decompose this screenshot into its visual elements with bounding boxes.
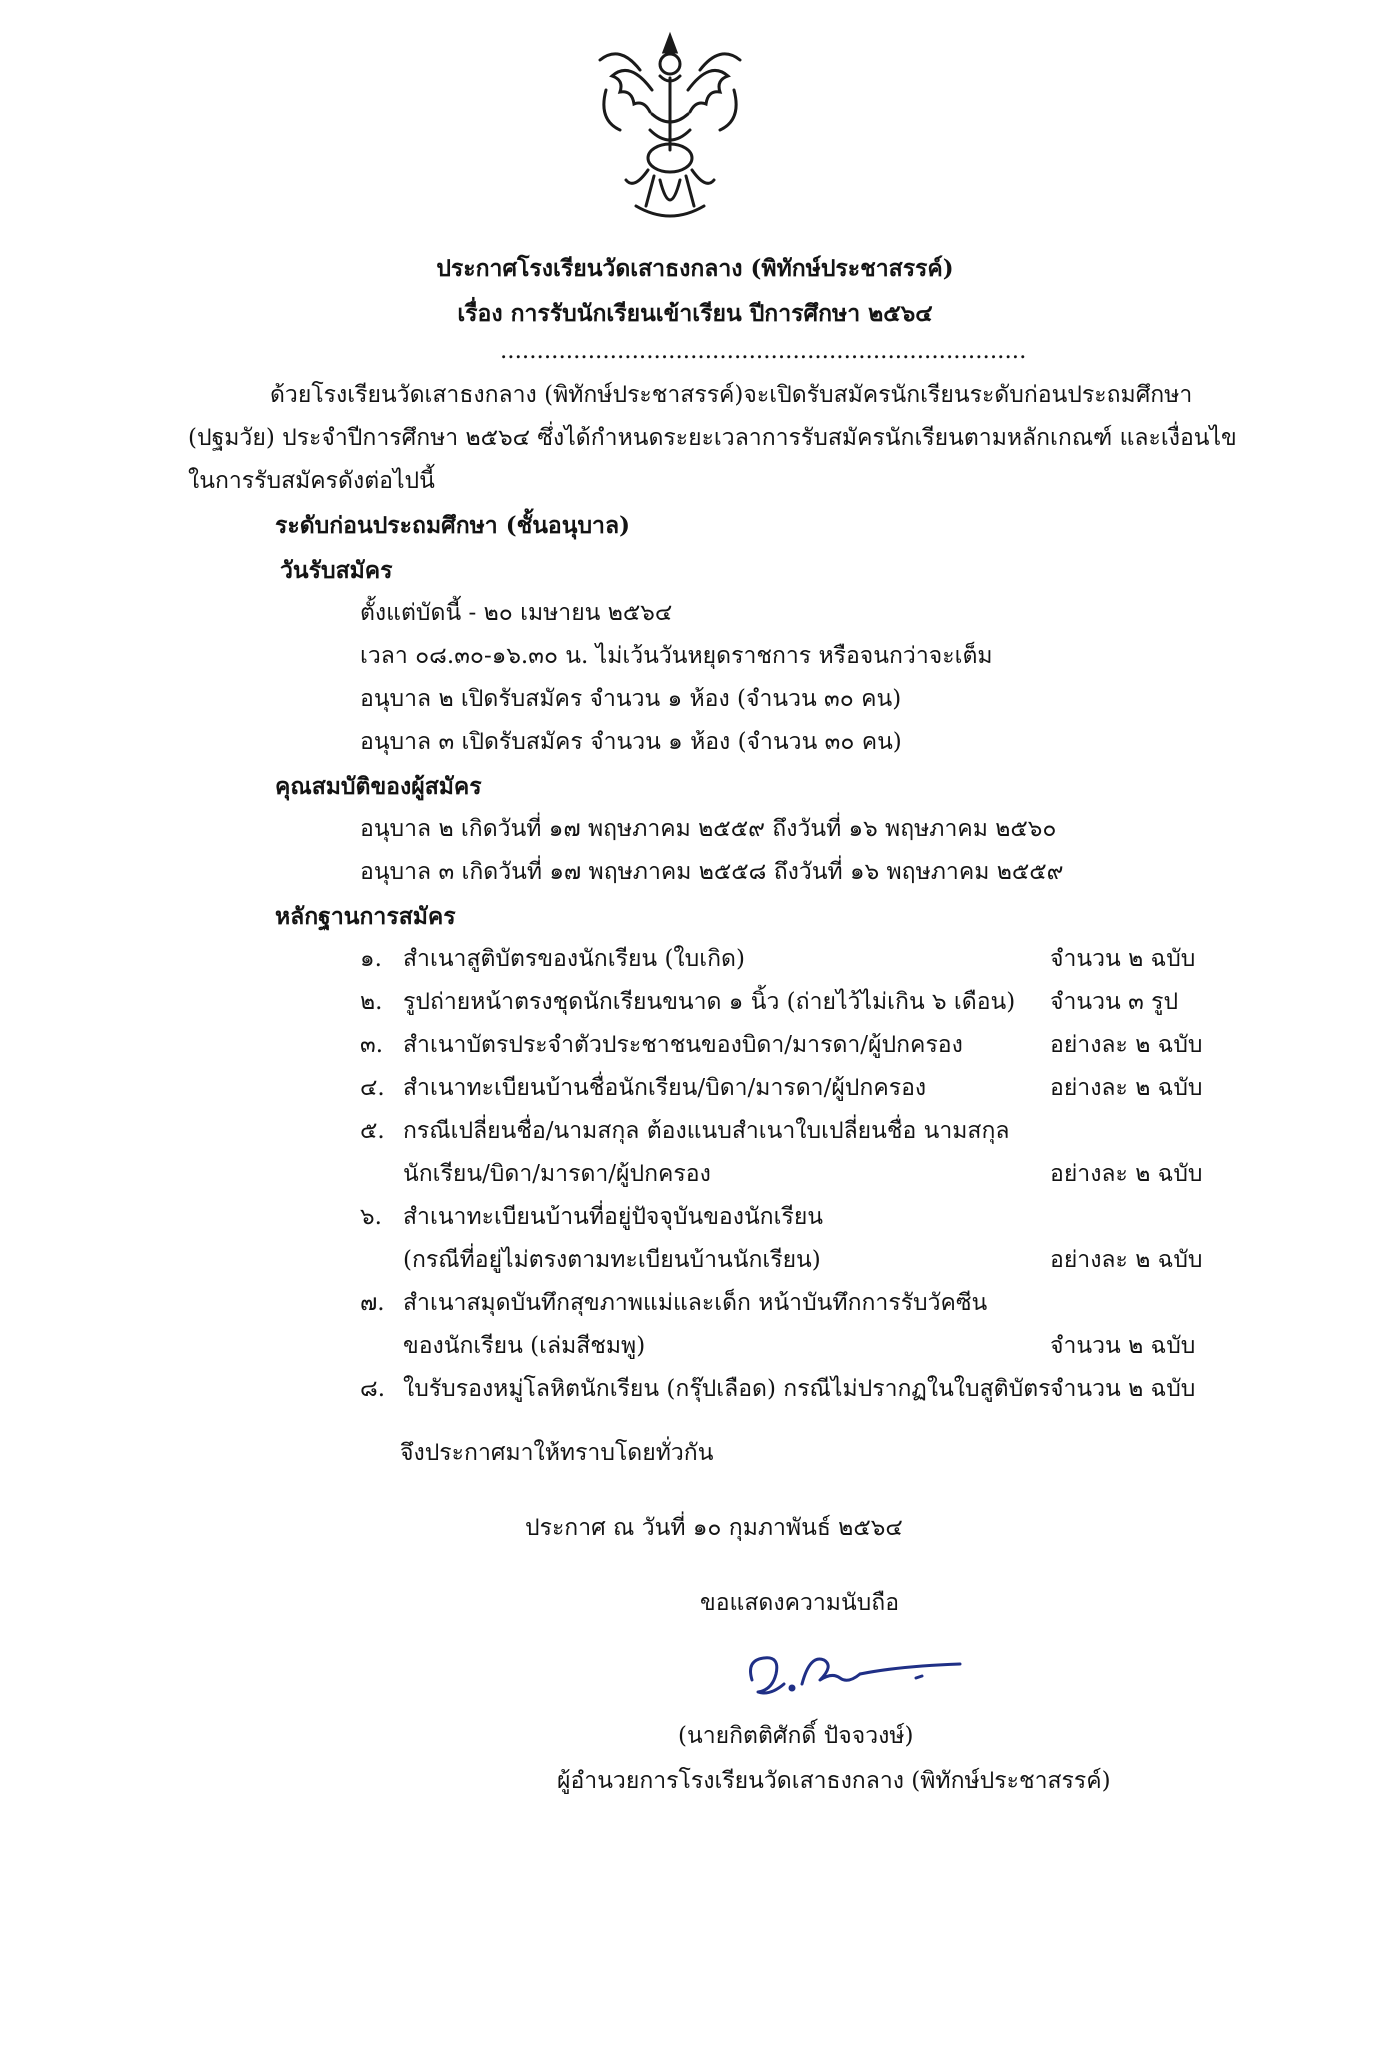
announcement-date: ประกาศ ณ วันที่ ๑๐ กุมภาพันธ์ ๒๕๖๔ [525, 1515, 903, 1541]
doc-qty: อย่างละ ๒ ฉบับ [1050, 1161, 1203, 1187]
intro-line-1: ด้วยโรงเรียนวัดเสาธงกลาง (พิทักษ์ประชาสรรค์)จะเปิดรับสมัครนักเรียนระดับก่อนประถมศึกษา [270, 382, 1193, 408]
doc-num: ๒. [360, 989, 383, 1015]
documents-heading: หลักฐานการสมัคร [275, 903, 456, 930]
announcement-subject: เรื่อง การรับนักเรียนเข้าเรียน ปีการศึกษา ๒๕๖๔ [457, 300, 933, 327]
doc-text: กรณีเปลี่ยนชื่อ/นามสกุล ต้องแนบสำเนาใบเปลี่ยนชื่อ นามสกุล [403, 1118, 1010, 1144]
level-heading: ระดับก่อนประถมศึกษา (ชั้นอนุบาล) [275, 512, 630, 539]
doc-qty: จำนวน ๒ ฉบับ [1050, 946, 1196, 972]
doc-qty: อย่างละ ๒ ฉบับ [1050, 1247, 1203, 1273]
signature [740, 1640, 970, 1720]
doc-text: ใบรับรองหมู่โลหิตนักเรียน (กรุ๊ปเลือด) กรณีไม่ปรากฏในใบสูติบัตร [403, 1376, 1051, 1402]
intro-line-2: (ปฐมวัย) ประจำปีการศึกษา ๒๕๖๔ ซึ่งได้กำหนดระยะเวลาการรับสมัครนักเรียนตามหลักเกณฑ์ และเงื่อนไข [188, 425, 1237, 451]
doc-qty: อย่างละ ๒ ฉบับ [1050, 1075, 1203, 1101]
garuda-emblem-icon [590, 30, 750, 230]
registration-period: ตั้งแต่บัดนี้ - ๒๐ เมษายน ๒๕๖๔ [360, 600, 673, 626]
title-divider: ........................................................................ [500, 338, 1027, 364]
qualification-k3: อนุบาล ๓ เกิดวันที่ ๑๗ พฤษภาคม ๒๕๕๘ ถึงวันที่ ๑๖ พฤษภาคม ๒๕๕๙ [360, 859, 1064, 885]
signer-name: (นายกิตติศักดิ์ ปัจจวงษ์) [678, 1723, 914, 1749]
doc-num: ๓. [360, 1032, 384, 1058]
registration-heading: วันรับสมัคร [280, 557, 393, 584]
closing-announce: จึงประกาศมาให้ทราบโดยทั่วกัน [400, 1440, 714, 1466]
signer-position: ผู้อำนวยการโรงเรียนวัดเสาธงกลาง (พิทักษ์ประชาสรรค์) [557, 1768, 1111, 1794]
announcement-title: ประกาศโรงเรียนวัดเสาธงกลาง (พิทักษ์ประชาสรรค์) [436, 255, 954, 282]
qualifications-heading: คุณสมบัติของผู้สมัคร [275, 773, 482, 800]
doc-qty: จำนวน ๒ ฉบับ [1050, 1376, 1196, 1402]
doc-text: สำเนาทะเบียนบ้านที่อยู่ปัจจุบันของนักเรียน [403, 1204, 824, 1230]
doc-qty: จำนวน ๓ รูป [1050, 989, 1179, 1015]
qualification-k2: อนุบาล ๒ เกิดวันที่ ๑๗ พฤษภาคม ๒๕๕๙ ถึงวันที่ ๑๖ พฤษภาคม ๒๕๖๐ [360, 816, 1057, 842]
doc-qty: จำนวน ๒ ฉบับ [1050, 1333, 1196, 1359]
doc-num: ๗. [360, 1290, 385, 1316]
registration-k2: อนุบาล ๒ เปิดรับสมัคร จำนวน ๑ ห้อง (จำนวน ๓๐ คน) [360, 686, 902, 712]
regards: ขอแสดงความนับถือ [700, 1590, 900, 1616]
registration-k3: อนุบาล ๓ เปิดรับสมัคร จำนวน ๑ ห้อง (จำนวน ๓๐ คน) [360, 729, 902, 755]
doc-text-cont: ของนักเรียน (เล่มสีชมพู) [403, 1333, 646, 1359]
doc-text: สำเนาบัตรประจำตัวประชาชนของบิดา/มารดา/ผู้ปกครอง [403, 1032, 963, 1058]
doc-text-cont: นักเรียน/บิดา/มารดา/ผู้ปกครอง [403, 1161, 711, 1187]
doc-text-cont: (กรณีที่อยู่ไม่ตรงตามทะเบียนบ้านนักเรียน) [403, 1247, 821, 1273]
doc-num: ๔. [360, 1075, 385, 1101]
doc-num: ๖. [360, 1204, 382, 1230]
intro-line-3: ในการรับสมัครดังต่อไปนี้ [188, 468, 435, 494]
doc-num: ๑. [360, 946, 382, 972]
doc-num: ๕. [360, 1118, 385, 1144]
doc-qty: อย่างละ ๒ ฉบับ [1050, 1032, 1203, 1058]
doc-text: สำเนาสมุดบันทึกสุขภาพแม่และเด็ก หน้าบันทึกการรับวัคซีน [403, 1290, 988, 1316]
doc-text: สำเนาทะเบียนบ้านชื่อนักเรียน/บิดา/มารดา/ผู้ปกครอง [403, 1075, 927, 1101]
doc-text: รูปถ่ายหน้าตรงชุดนักเรียนขนาด ๑ นิ้ว (ถ่ายไว้ไม่เกิน ๖ เดือน) [403, 989, 1016, 1015]
doc-text: สำเนาสูติบัตรของนักเรียน (ใบเกิด) [403, 946, 745, 972]
registration-time: เวลา ๐๘.๓๐-๑๖.๓๐ น. ไม่เว้นวันหยุดราชการ หรือจนกว่าจะเต็ม [360, 643, 993, 669]
doc-num: ๘. [360, 1376, 386, 1402]
